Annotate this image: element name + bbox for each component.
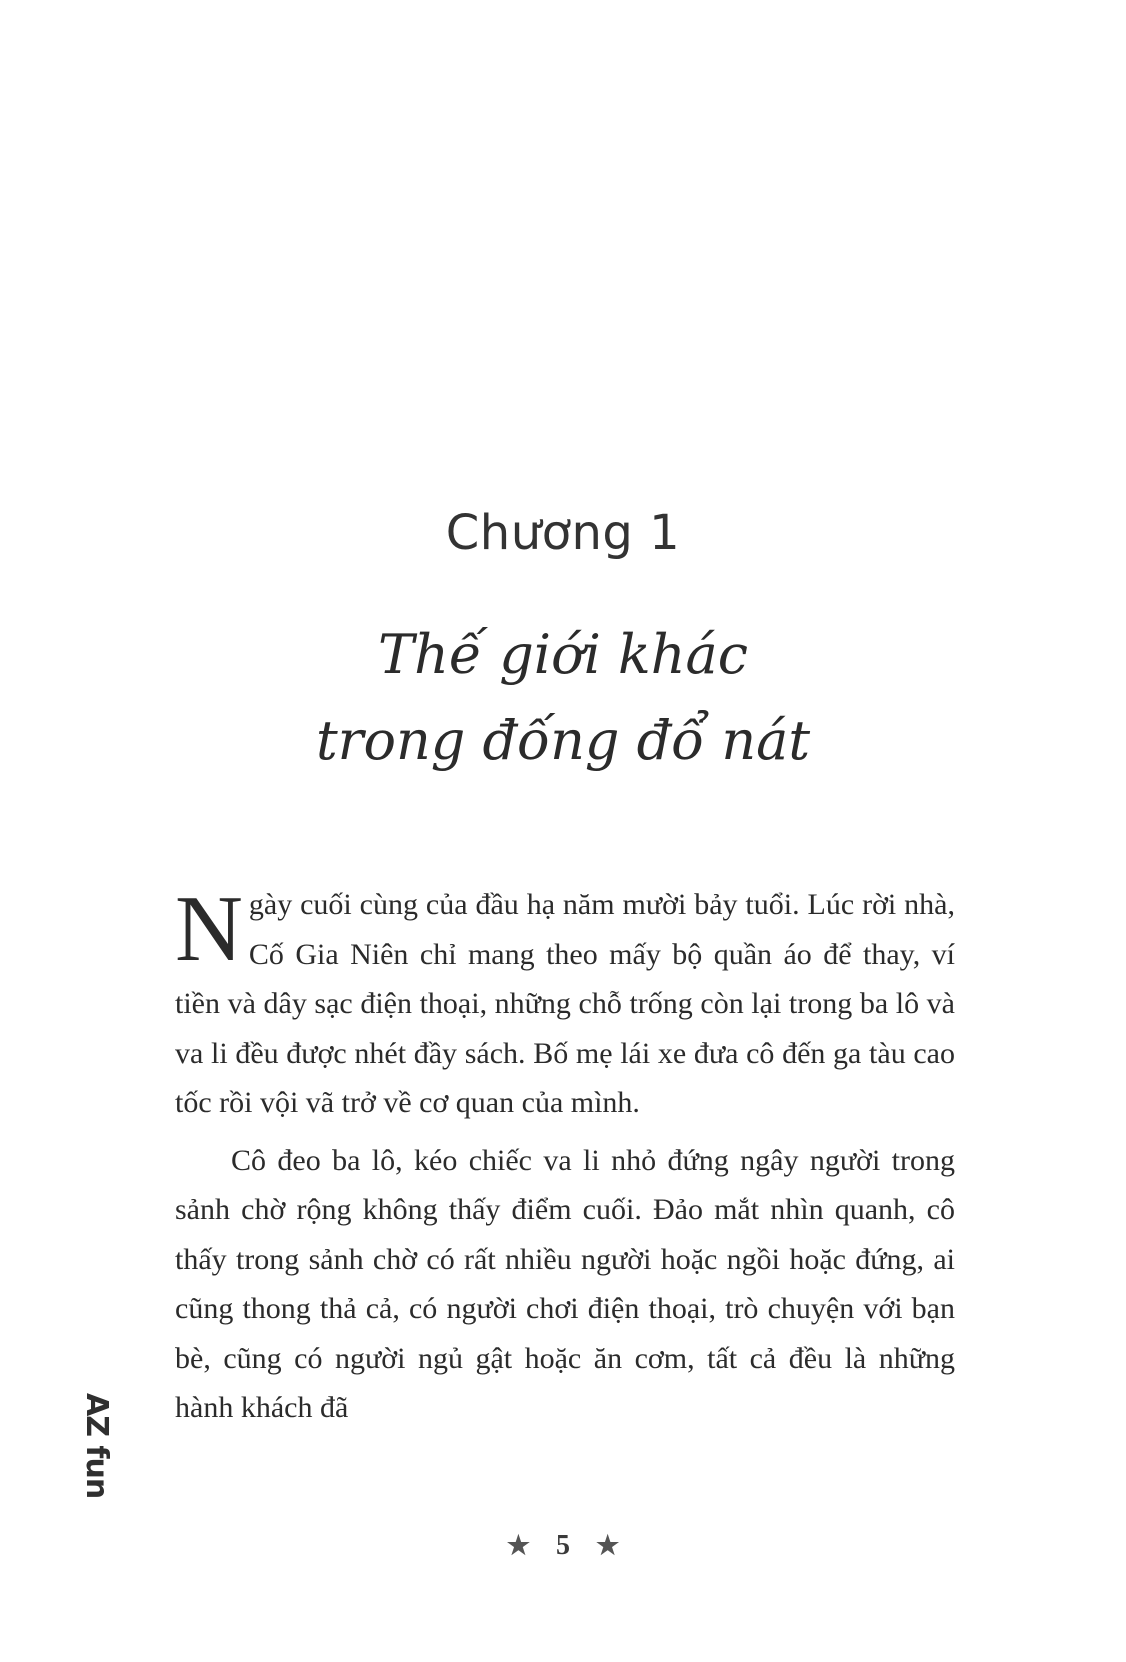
publisher-logo bbox=[76, 1393, 116, 1499]
drop-cap: N bbox=[175, 877, 243, 981]
paragraph-2: Cô đeo ba lô, kéo chiếc va li nhỏ đứng ngây người trong sảnh chờ rộng không thấy điểm cuối. Đảo mắt nhìn quanh, cô thấy trong sảnh chờ có rất nhiều người hoặc ngồi hoặc đứng, ai cũng thong thả cả, có người chơi điện thoại, trò chuyện với bạn bè, cũng có người ngủ gật hoặc ăn cơm, tất cả đều là những hành khách đã bbox=[175, 1143, 955, 1424]
chapter-title bbox=[0, 612, 1126, 784]
publisher-logo-text: AZ fun bbox=[79, 1393, 114, 1499]
paragraph-1-text: gày cuối cùng của đầu hạ năm mười bảy tuổi. Lúc rời nhà, Cố Gia Niên chỉ mang theo mấy bộ quần áo để thay, ví tiền và dây sạc điện thoại, những chỗ trống còn lại trong ba lô và va li đều được nhét đầy sách. Bố mẹ lái xe đưa cô đến ga tàu cao tốc rồi vội vã trở về cơ quan của mình. bbox=[175, 888, 955, 1119]
body-text bbox=[175, 877, 955, 1441]
paragraph-1 bbox=[175, 877, 955, 1128]
chapter-label: Chương 1 bbox=[445, 505, 681, 561]
page-number: 5 bbox=[556, 1530, 570, 1561]
page-footer bbox=[0, 1530, 1126, 1562]
chapter-title-line-1: Thế giới khác bbox=[378, 623, 748, 686]
chapter-title-line-2: trong đống đổ nát bbox=[315, 709, 811, 772]
star-icon: ★ bbox=[506, 1531, 530, 1560]
star-icon: ★ bbox=[596, 1531, 620, 1560]
